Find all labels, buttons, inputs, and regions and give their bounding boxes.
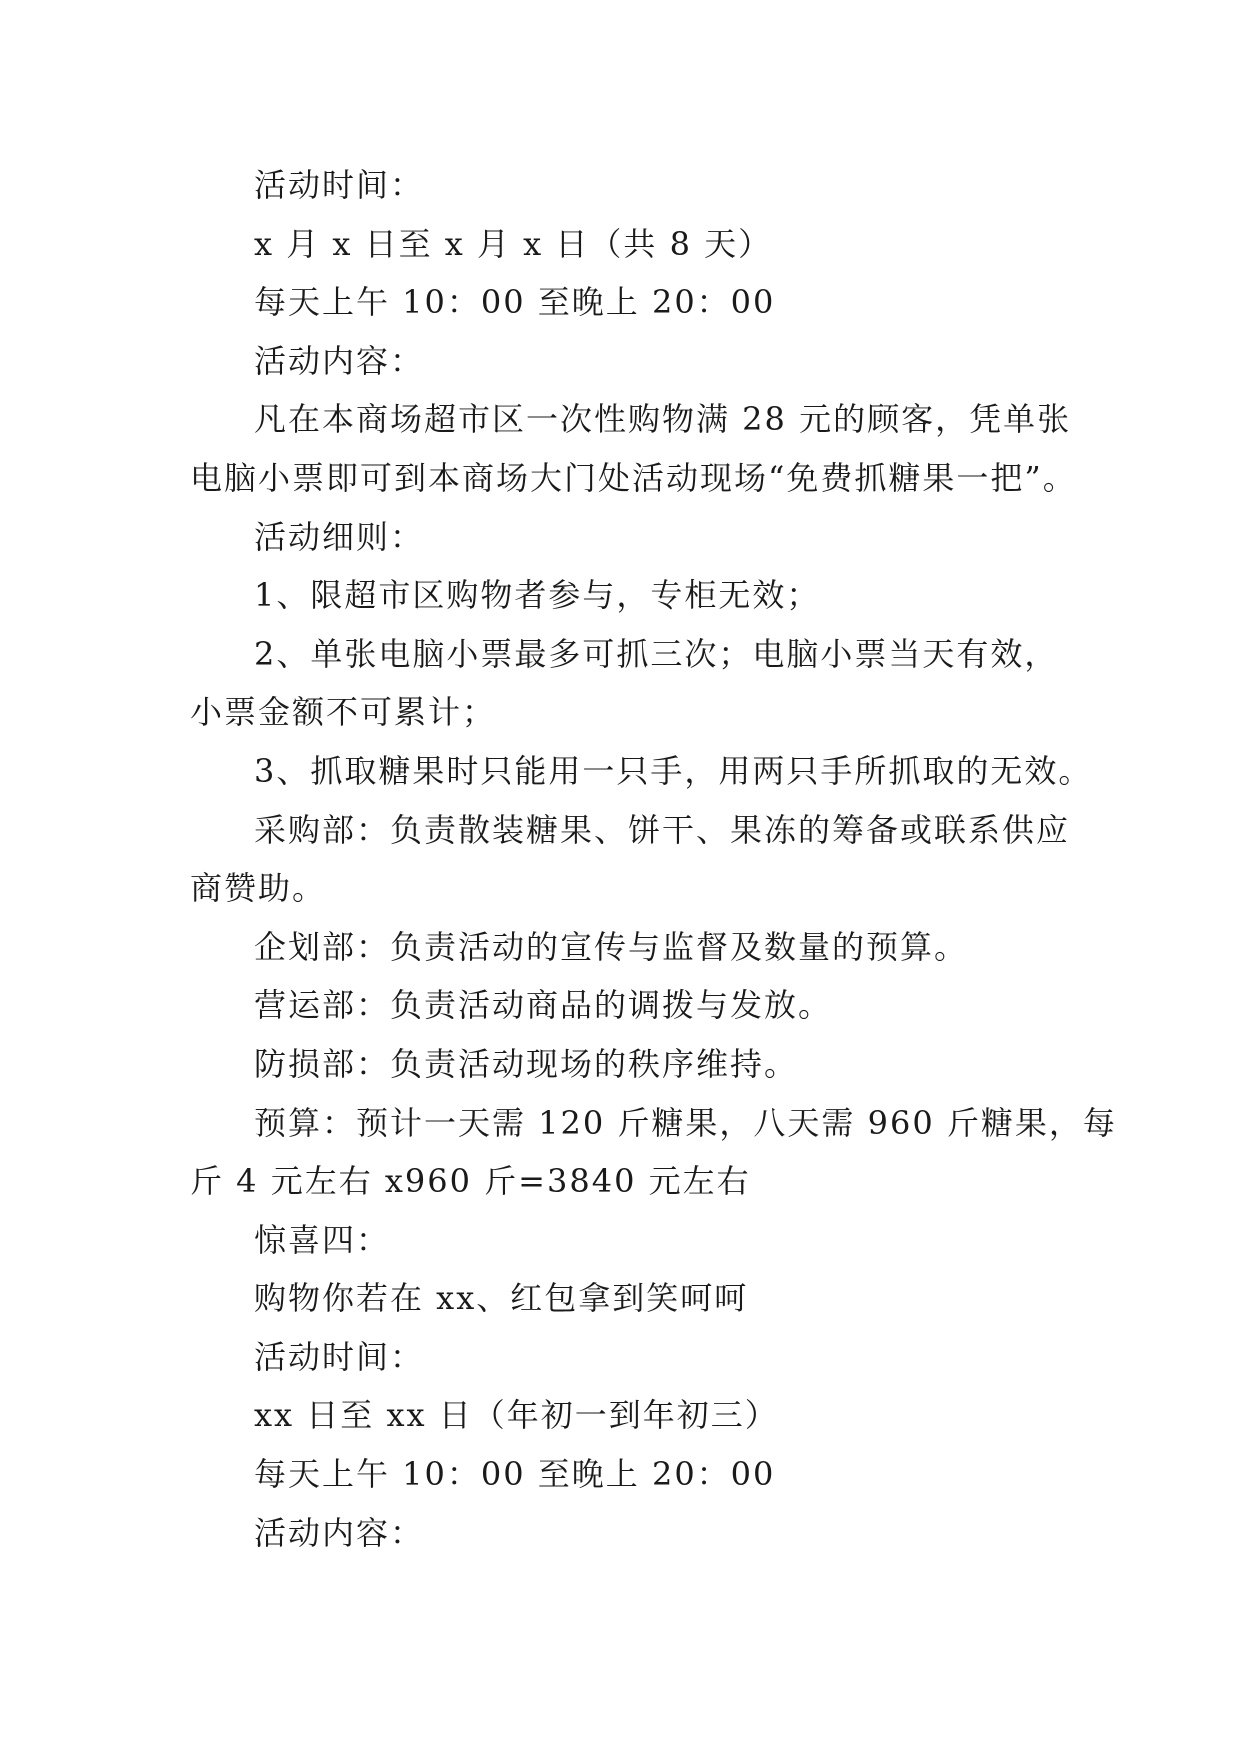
text-line: 活动时间： xyxy=(254,166,425,204)
text-line: xx 日至 xx 日（年初一到年初三） xyxy=(254,1396,779,1435)
text-line: 活动时间： xyxy=(254,1337,425,1376)
text-line: 惊喜四： xyxy=(254,1220,391,1259)
text-line: 活动细则： xyxy=(254,517,425,556)
text-line: 商赞助。 xyxy=(190,869,327,908)
document-body xyxy=(190,156,1117,1562)
text-line: 营运部：负责活动商品的调拨与发放。 xyxy=(254,986,833,1025)
text-line: 企划部：负责活动的宣传与监督及数量的预算。 xyxy=(254,927,969,966)
text-line: 1、限超市区购物者参与，专柜无效； xyxy=(254,576,821,615)
text-line: 凡在本商场超市区一次性购物满 28 元的顾客，凭单张 xyxy=(254,400,1072,439)
text-line: x 月 x 日至 x 月 x 日（共 8 天） xyxy=(254,224,773,263)
text-line: 斤 4 元左右 x960 斤=3840 元左右 xyxy=(190,1162,751,1201)
text-line: 购物你若在 xx、红包拿到笑呵呵 xyxy=(254,1279,749,1318)
text-line: 活动内容： xyxy=(254,341,425,380)
text-line: 采购部：负责散装糖果、饼干、果冻的筹备或联系供应 xyxy=(254,810,1071,849)
text-line: 防损部：负责活动现场的秩序维持。 xyxy=(254,1044,799,1083)
text-line: 小票金额不可累计； xyxy=(190,693,497,732)
text-line: 电脑小票即可到本商场大门处活动现场“免费抓糖果一把”。 xyxy=(190,458,1077,497)
text-line: 活动内容： xyxy=(254,1513,425,1552)
text-line: 每天上午 10：00 至晚上 20：00 xyxy=(254,283,776,322)
text-line: 2、单张电脑小票最多可抓三次；电脑小票当天有效， xyxy=(254,634,1059,673)
text-line: 3、抓取糖果时只能用一只手，用两只手所抓取的无效。 xyxy=(254,751,1093,790)
text-line: 每天上午 10：00 至晚上 20：00 xyxy=(254,1455,776,1494)
text-line: 预算：预计一天需 120 斤糖果，八天需 960 斤糖果，每 xyxy=(254,1103,1117,1142)
